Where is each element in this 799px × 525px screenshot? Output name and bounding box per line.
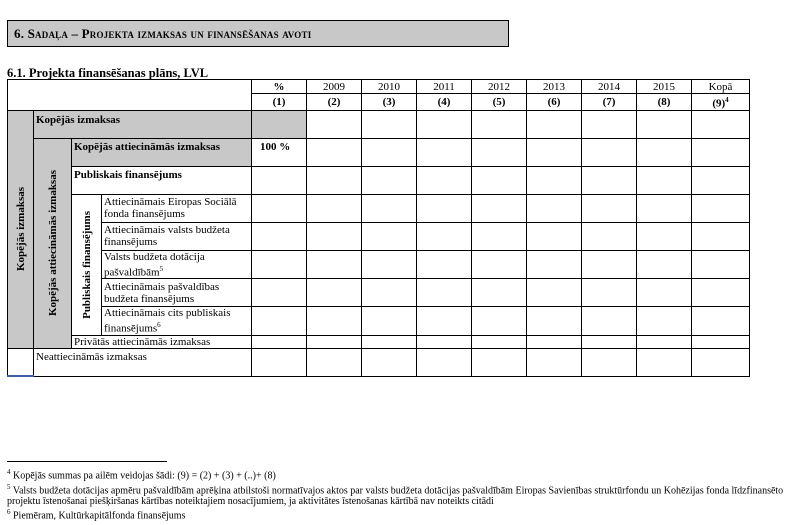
row-label-ineligible: Neattiecināmās izmaksas	[34, 348, 252, 376]
cell[interactable]	[637, 110, 692, 138]
cell[interactable]	[582, 348, 637, 376]
cell[interactable]	[307, 110, 362, 138]
cell[interactable]	[417, 194, 472, 222]
cell[interactable]	[472, 250, 527, 279]
cell[interactable]	[637, 335, 692, 348]
cell[interactable]	[637, 222, 692, 250]
cell[interactable]	[417, 110, 472, 138]
cell[interactable]	[417, 138, 472, 166]
cell[interactable]	[637, 250, 692, 279]
cell[interactable]	[362, 279, 417, 307]
financing-plan-table	[7, 79, 750, 377]
cell[interactable]	[362, 194, 417, 222]
footnote-6: $^6$ Piemēram, Kultūrkapitālfonda finansējums	[7, 508, 186, 522]
section-header	[7, 20, 509, 47]
cell[interactable]	[417, 250, 472, 279]
cell[interactable]	[692, 138, 750, 166]
cell[interactable]	[472, 348, 527, 376]
cell[interactable]	[417, 307, 472, 336]
col-header-percent: %	[252, 80, 307, 94]
vlabel-total-costs: Kopējās izmaksas	[14, 187, 27, 272]
vlabel-total-costs-cell	[8, 110, 34, 348]
plan-subtitle: 6.1. Projekta finansēšanas plāns, LVL	[7, 66, 209, 80]
col-header-2012: 2012	[472, 80, 527, 94]
cell[interactable]	[252, 335, 307, 348]
cell[interactable]	[582, 250, 637, 279]
row-label-total-costs: Kopējās izmaksas	[34, 110, 252, 138]
cell[interactable]	[582, 138, 637, 166]
row-state-budget	[8, 222, 750, 250]
col-header-2014: 2014	[582, 80, 637, 94]
cell[interactable]	[472, 222, 527, 250]
row-ineligible	[8, 348, 750, 376]
cell[interactable]	[252, 279, 307, 307]
cell[interactable]	[307, 335, 362, 348]
cell[interactable]	[692, 348, 750, 376]
row-label-state-budget: Attiecināmais valsts budžeta finansējums	[102, 222, 252, 250]
cell[interactable]	[637, 138, 692, 166]
cell[interactable]	[362, 110, 417, 138]
cell[interactable]	[417, 222, 472, 250]
cell[interactable]	[692, 335, 750, 348]
section-number: 6.	[14, 25, 25, 41]
col-header-2015: 2015	[637, 80, 692, 94]
col-index-1: (1)	[252, 94, 307, 111]
cell[interactable]	[307, 250, 362, 279]
cell[interactable]	[362, 250, 417, 279]
col-header-2009: 2009	[307, 80, 362, 94]
cell[interactable]	[637, 166, 692, 194]
cell[interactable]	[252, 194, 307, 222]
vlabel-public-funding-cell	[72, 194, 102, 335]
cell[interactable]	[307, 194, 362, 222]
row-public-funding	[8, 166, 750, 194]
cell[interactable]	[582, 110, 637, 138]
cell[interactable]	[527, 138, 582, 166]
row-label-municipal: Attiecināmais pašvaldības budžeta finansējums	[102, 279, 252, 307]
cell[interactable]	[362, 335, 417, 348]
cell[interactable]	[582, 335, 637, 348]
cell[interactable]	[307, 307, 362, 336]
cell[interactable]	[637, 279, 692, 307]
row-label-private: Privātās attiecināmās izmaksas	[72, 335, 252, 348]
cell[interactable]	[527, 279, 582, 307]
cell[interactable]	[307, 166, 362, 194]
vlabel-total-eligible: Kopējās attiecināmās izmaksas	[46, 170, 59, 317]
row-label-state-grant: Valsts budžeta dotācija pašvaldībām$^5$	[102, 250, 252, 279]
cell[interactable]	[527, 348, 582, 376]
cell[interactable]	[527, 110, 582, 138]
vlabel-total-eligible-cell	[34, 138, 72, 348]
col-index-5: (5)	[472, 94, 527, 111]
row-esf	[8, 194, 750, 222]
cell[interactable]	[417, 166, 472, 194]
cell[interactable]	[527, 250, 582, 279]
row-municipal	[8, 279, 750, 307]
row-label-other-public: Attiecināmais cits publiskais finansējums$^6$	[102, 307, 252, 336]
cell[interactable]	[637, 348, 692, 376]
footnote-4: $^4$ Kopējās summas pa ailēm veidojas šādi: (9) = (2) + (3) + (..)+ (8)	[7, 468, 276, 482]
cell[interactable]	[472, 279, 527, 307]
cell[interactable]	[582, 279, 637, 307]
cell[interactable]	[252, 250, 307, 279]
cell[interactable]	[472, 335, 527, 348]
col-index-8: (8)	[637, 94, 692, 111]
cell[interactable]	[307, 222, 362, 250]
cell[interactable]	[527, 307, 582, 336]
col-index-3: (3)	[362, 94, 417, 111]
cell[interactable]	[692, 279, 750, 307]
row-label-public-funding: Publiskais finansējums	[72, 166, 252, 194]
cell[interactable]	[362, 138, 417, 166]
cell[interactable]	[307, 348, 362, 376]
col-index-4: (4)	[417, 94, 472, 111]
cell[interactable]	[252, 110, 307, 138]
cell[interactable]	[692, 194, 750, 222]
ineligible-blank-cell	[8, 348, 34, 376]
value-percent-eligible: 100 %	[252, 138, 307, 166]
cell[interactable]	[527, 335, 582, 348]
cell[interactable]	[252, 307, 307, 336]
row-state-grant	[8, 250, 750, 279]
footnote-5: $^5$ Valsts budžeta dotācijas apmēru pašvaldībām aprēķina atbilstoši normatīvajos aktos par valsts budžeta dotācijas pašvaldībām Eiropas Savienības struktūrfondu un Kohēzijas fonda līdzfinansēto projektu īstenošanai piešķiršanas kārtības noteiktajiem nosacījumiem, ja aktivitātes īstenošanas kārtībā nav noteikts citādi	[7, 482, 784, 508]
cell[interactable]	[692, 250, 750, 279]
cell[interactable]	[307, 279, 362, 307]
cell[interactable]	[472, 307, 527, 336]
row-total-eligible	[8, 138, 750, 166]
cell[interactable]	[362, 166, 417, 194]
cell[interactable]	[582, 307, 637, 336]
col-header-total: Kopā	[692, 80, 750, 94]
col-index-6: (6)	[527, 94, 582, 111]
header-row	[8, 80, 750, 94]
vlabel-public-funding: Publiskais finansējums	[80, 210, 93, 319]
cell[interactable]	[417, 348, 472, 376]
section-title: Sadaļa – Projekta izmaksas un finansēšanas avoti	[27, 25, 312, 41]
col-header-2013: 2013	[527, 80, 582, 94]
col-index-2: (2)	[307, 94, 362, 111]
cell[interactable]	[472, 110, 527, 138]
col-index-9: $(9)^4$	[692, 94, 750, 111]
col-header-2011: 2011	[417, 80, 472, 94]
cell[interactable]	[472, 138, 527, 166]
footnotes	[7, 467, 797, 522]
cell[interactable]	[252, 166, 307, 194]
footnote-divider	[7, 461, 167, 462]
cell[interactable]	[362, 307, 417, 336]
row-label-total-eligible: Kopējās attiecināmās izmaksas	[72, 138, 252, 166]
cell[interactable]	[582, 222, 637, 250]
col-header-2010: 2010	[362, 80, 417, 94]
cell[interactable]	[637, 307, 692, 336]
cell[interactable]	[527, 194, 582, 222]
cell[interactable]	[362, 348, 417, 376]
cell[interactable]	[692, 110, 750, 138]
cell[interactable]	[472, 194, 527, 222]
cell[interactable]	[582, 166, 637, 194]
col-index-7: (7)	[582, 94, 637, 111]
row-total-costs	[8, 110, 750, 138]
row-label-esf: Attiecināmais Eiropas Sociālā fonda finansējums	[102, 194, 252, 222]
cell[interactable]	[582, 194, 637, 222]
cell[interactable]	[692, 307, 750, 336]
row-private	[8, 335, 750, 348]
cell[interactable]	[527, 222, 582, 250]
cell[interactable]	[527, 166, 582, 194]
row-other-public	[8, 307, 750, 336]
cell[interactable]	[417, 279, 472, 307]
cell[interactable]	[417, 335, 472, 348]
header-blank-cell	[8, 80, 252, 111]
cell[interactable]	[362, 222, 417, 250]
cell[interactable]	[692, 222, 750, 250]
cell[interactable]	[252, 222, 307, 250]
cell[interactable]	[472, 166, 527, 194]
cell[interactable]	[307, 138, 362, 166]
cell[interactable]	[252, 348, 307, 376]
cell[interactable]	[637, 194, 692, 222]
cell[interactable]	[692, 166, 750, 194]
